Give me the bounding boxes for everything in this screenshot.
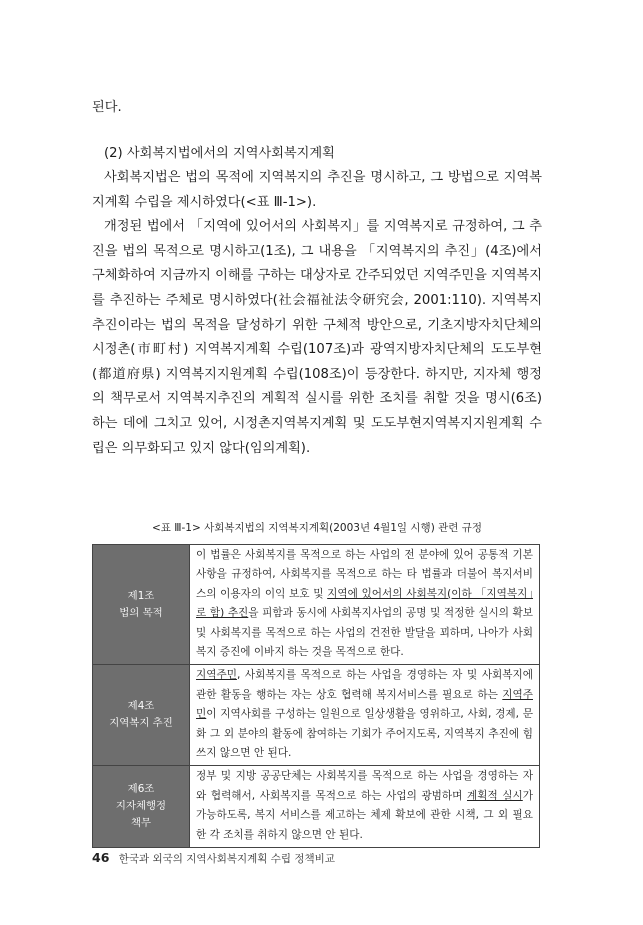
row-label-title: 지자체행정 [115, 800, 167, 813]
regulation-table [92, 544, 540, 848]
row-text: 정부 및 지방 공공단체는 사회복지를 목적으로 하는 사업을 경영하는 자와 협력해서, 사회복지를 목적으로 하는 사업의 광범하며 [196, 770, 533, 802]
row-text: 이 지역사회를 구성하는 일원으로 일상생활을 영위하고, 사회, 경제, 문화 그 외 분야의 활동에 참여하는 기회가 주어지도록, 지역복지 추진에 힘쓰지 않으면 안 된다. [196, 708, 533, 760]
row-text: , 사회복지를 목적으로 하는 사업을 경영하는 자 및 사회복지에 관한 활동을 행하는 자는 상호 협력해 복지서비스를 필요로 하는 [196, 669, 533, 701]
underlined-text: 지역주민 [196, 688, 533, 721]
row-content [190, 545, 540, 665]
row-content [190, 766, 540, 848]
row-content [190, 665, 540, 766]
paragraph-1: 사회복지법은 법의 목적에 지역복지의 추진을 명시하고, 그 방법으로 지역복지계획 수립을 제시하였다(<표 Ⅲ-1>). [92, 170, 542, 210]
row-label-article: 제4조 [127, 700, 155, 713]
table-row [93, 545, 540, 665]
row-label-article: 제1조 [127, 589, 155, 602]
continuation-line: 된다. [92, 100, 122, 115]
row-label [93, 545, 190, 665]
page-number: 46 [92, 850, 110, 865]
underlined-text: 계획적 실시 [466, 789, 523, 802]
continuation-text [92, 96, 542, 121]
row-label [93, 766, 190, 848]
row-label-subtitle: 책무 [130, 817, 152, 830]
row-text: 이 법률은 사회복지를 목적으로 하는 사업의 전 분야에 있어 공통적 기본사항을 규정하여, 사회복지를 목적으로 하는 타 법률과 더불어 복지서비스의 이용자의 이익 보호 및 [196, 549, 533, 600]
row-text: 가 가능하도록, 복지 서비스를 제고하는 체제 확보에 관한 시책, 그 외 필요한 각 조치를 취하지 않으면 안 된다. [196, 789, 533, 841]
section-heading-block [92, 142, 542, 167]
paragraph-2: 개정된 법에서 「지역에 있어서의 사회복지」를 지역복지로 규정하여, 그 추진을 법의 목적으로 명시하고(1조), 그 내용을 「지역복지의 추진」(4조)에서 구체화하여 지금까지 이해를 구하는 대상자로 간주되었던 지역주민을 지역복지를 추진하는 주체로 명시하였다(社会福祉法令研究会, 2001:110). 지역복지추진이라는 법의 목적을 달성하기 위한 구체적 방안으로, 기초지방자치단체의 시정촌(市町村) 지역복지계획 수립(107조)과 광역지방자치단체의 도도부현(都道府県) 지역복지지원계획 수립(108조)이 등장한다. 하지만, 지자체 행정의 책무로서 지역복지추진의 계획적 실시를 위한 조치를 취할 것을 명시(6조)하는 데에 그치고 있어, 시정촌지역복지계획 및 도도부현지역복지지원계획 수립은 의무화되고 있지 않다(임의계획). [92, 219, 542, 456]
page-footer [92, 850, 335, 866]
running-title: 한국과 외국의 지역사회복지계획 수립 정책비교 [118, 853, 335, 865]
row-text: 을 피함과 동시에 사회복지사업의 공명 및 적정한 실시의 확보 및 사회복지를 목적으로 하는 사업의 건전한 발달을 꾀하며, 나아가 사회복지 증진에 이바지 하는 것을 목적으로 한다. [196, 607, 533, 659]
section-heading: (2) 사회복지법에서의 지역사회복지계획 [104, 146, 335, 161]
row-label [93, 665, 190, 766]
row-label-article: 제6조 [127, 783, 155, 796]
underlined-text: 지역주민 [196, 669, 237, 682]
underlined-text: 지역에 있어서의 사회복지(이하 「지역복지」로 함) 추진 [196, 587, 533, 620]
body-paragraphs [92, 166, 542, 461]
table-row [93, 665, 540, 766]
row-label-title: 지역복지 추진 [109, 717, 173, 730]
table-caption: <표 Ⅲ-1> 사회복지법의 지역복지계획(2003년 4월1일 시행) 관련 규정 [151, 522, 483, 534]
table-row [93, 766, 540, 848]
row-label-title: 법의 목적 [119, 606, 163, 619]
